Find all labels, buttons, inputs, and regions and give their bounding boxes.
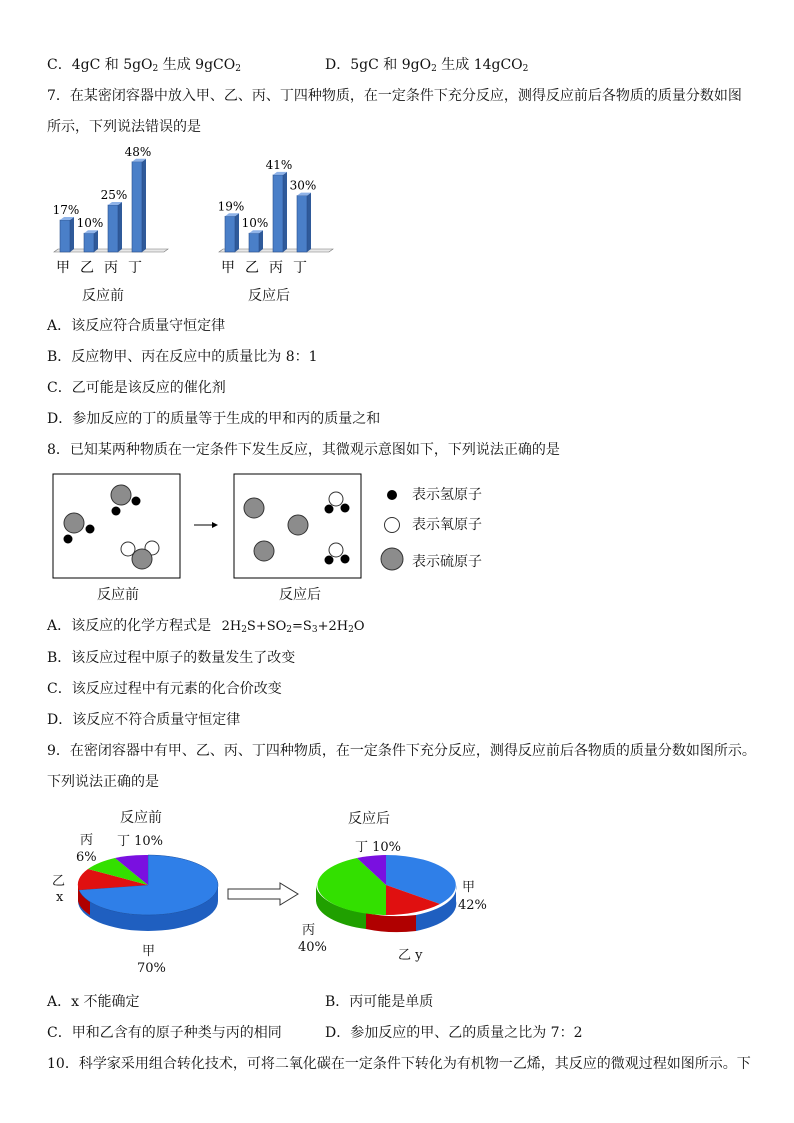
arrow-head-icon	[212, 522, 218, 528]
q8-option-c: C．该反应过程中有元素的化合价改变	[47, 681, 282, 697]
q8-after-caption: 反应后	[279, 587, 321, 603]
q9-pie-charts	[60, 845, 500, 945]
q8-option-b: B．该反应过程中原子的数量发生了改变	[47, 650, 296, 666]
pie-before-label-bing: 丙	[80, 833, 94, 848]
q7-option-c: C．乙可能是该反应的催化剂	[47, 380, 226, 396]
q10-stem: 10．科学家采用组合转化技术，可将二氧化碳在一定条件下转化为有机物一乙烯，其反应的微观过程如图所示。下	[47, 1056, 751, 1072]
bar-data-label: 48%	[124, 144, 152, 159]
q6-option-c: C．4gC 和 $5gO_2$ 生成 9gCO$_2$	[47, 57, 241, 74]
bar-category-label: 丙	[104, 260, 118, 276]
q7-after-caption: 反应后	[248, 288, 290, 304]
pie-before-label-bing-pct: 6%	[76, 850, 97, 865]
pie-before-title: 反应前	[120, 810, 162, 826]
q7-before-caption: 反应前	[82, 288, 124, 304]
sulfur-atom	[132, 549, 152, 569]
sulfur-atom	[254, 541, 274, 561]
q9-option-d: D．参加反应的甲、乙的质量之比为 7：2	[325, 1025, 583, 1041]
bar-4	[132, 159, 146, 252]
bar-chart-after-svg	[205, 140, 385, 310]
bar-data-label: 41%	[265, 157, 293, 172]
bar-category-label: 丙	[269, 260, 283, 276]
q7-option-a: A．该反应符合质量守恒定律	[47, 318, 226, 334]
bar-4	[297, 193, 311, 252]
q7-option-d: D．参加反应的丁的质量等于生成的甲和丙的质量之和	[47, 411, 381, 427]
pie-after-label-ding: 丁 10%	[355, 840, 402, 855]
bar-1	[225, 213, 239, 252]
hydrogen-atom	[132, 497, 141, 506]
q9-option-b: B．丙可能是单质	[325, 994, 434, 1010]
q8-before-caption: 反应前	[97, 587, 139, 603]
bar-category-label: 丁	[128, 260, 142, 276]
sulfur-atom	[64, 513, 84, 533]
bar-data-label: 10%	[76, 216, 104, 231]
bar-3	[108, 202, 122, 252]
pie-after-title: 反应后	[348, 811, 390, 827]
oxygen-atom	[329, 492, 343, 506]
bar-data-label: 25%	[100, 188, 128, 202]
pie-after-side-red	[366, 913, 416, 932]
pie-after-label-yi: 乙 y	[398, 948, 423, 963]
bar-category-label: 乙	[80, 260, 94, 276]
sulfur-atom	[111, 485, 131, 505]
pie-after-label-jia: 甲	[462, 880, 476, 895]
bar-category-label: 乙	[245, 260, 259, 276]
q7-stem-line2: 所示，下列说法错误的是	[47, 119, 201, 135]
hydrogen-atom	[325, 556, 334, 565]
q7-bar-chart-after	[205, 140, 385, 310]
double-arrow-icon	[228, 883, 298, 905]
pie-before-label-jia: 甲	[142, 944, 156, 959]
pie-before-label-ding: 丁 10%	[117, 834, 164, 849]
q9-stem-line1: 9．在密闭容器中有甲、乙、丙、丁四种物质，在一定条件下充分反应，测得反应前后各物质的质量分数如图所示。	[47, 743, 756, 759]
q8-stem: 8．已知某两种物质在一定条件下发生反应，其微观示意图如下，下列说法正确的是	[47, 442, 560, 458]
bar-chart-before-svg	[40, 140, 220, 310]
pie-after-label-bing: 丙	[302, 923, 316, 938]
bar-category-label: 甲	[221, 260, 235, 276]
hydrogen-atom	[64, 535, 73, 544]
legend-oxygen-icon	[385, 518, 400, 533]
q8-option-a: A．该反应的化学方程式是 $2H_2S+SO_2=S_3+2H_2O$	[47, 618, 365, 635]
q8-option-d: D．该反应不符合质量守恒定律	[47, 712, 241, 728]
legend-sulfur-label: 表示硫原子	[412, 554, 482, 570]
bar-data-label: 19%	[217, 199, 245, 214]
q7-option-b: B．反应物甲、丙在反应中的质量比为 8：1	[47, 349, 318, 365]
hydrogen-atom	[112, 507, 121, 516]
bar-1	[60, 217, 74, 252]
pie-after-label-jia-pct: 42%	[458, 898, 487, 913]
q7-bar-chart-before	[40, 140, 220, 310]
bar-data-label: 17%	[52, 203, 80, 218]
q6-option-d: D．5gC 和 $9gO_2$ 生成 14gCO$_2$	[325, 57, 529, 74]
sulfur-atom	[288, 515, 308, 535]
q9-stem-line2: 下列说法正确的是	[47, 774, 159, 790]
hydrogen-atom	[341, 504, 350, 513]
bar-2	[84, 230, 98, 252]
chemical-equation: $2H_2S+SO_2=S_3+2H_2O$	[221, 619, 365, 635]
pie-before-label-jia-pct: 70%	[137, 961, 166, 976]
hydrogen-atom	[341, 555, 350, 564]
bar-2	[249, 230, 263, 252]
bar-category-label: 甲	[56, 260, 70, 276]
hydrogen-atom	[86, 525, 95, 534]
bar-data-label: 30%	[289, 178, 317, 193]
legend-hydrogen-icon	[387, 490, 397, 500]
q7-stem-line1: 7．在某密闭容器中放入甲、乙、丙、丁四种物质，在一定条件下充分反应，测得反应前后各物质的质量分数如图	[47, 88, 742, 104]
legend-hydrogen-label: 表示氢原子	[412, 487, 482, 503]
bar-category-label: 丁	[293, 260, 307, 276]
legend-oxygen-label: 表示氧原子	[412, 517, 482, 533]
oxygen-atom	[329, 543, 343, 557]
legend-sulfur-icon	[381, 548, 403, 570]
pie-before-label-yi-x: x	[56, 890, 64, 905]
hydrogen-atom	[325, 505, 334, 514]
sulfur-atom	[244, 498, 264, 518]
bar-3	[273, 172, 287, 252]
bar-data-label: 10%	[241, 216, 269, 231]
pie-before-label-yi: 乙	[52, 874, 66, 889]
q9-option-a: A．x 不能确定	[47, 994, 140, 1010]
q9-option-c: C．甲和乙含有的原子种类与丙的相同	[47, 1025, 282, 1041]
pie-after-label-bing-pct: 40%	[298, 940, 327, 955]
